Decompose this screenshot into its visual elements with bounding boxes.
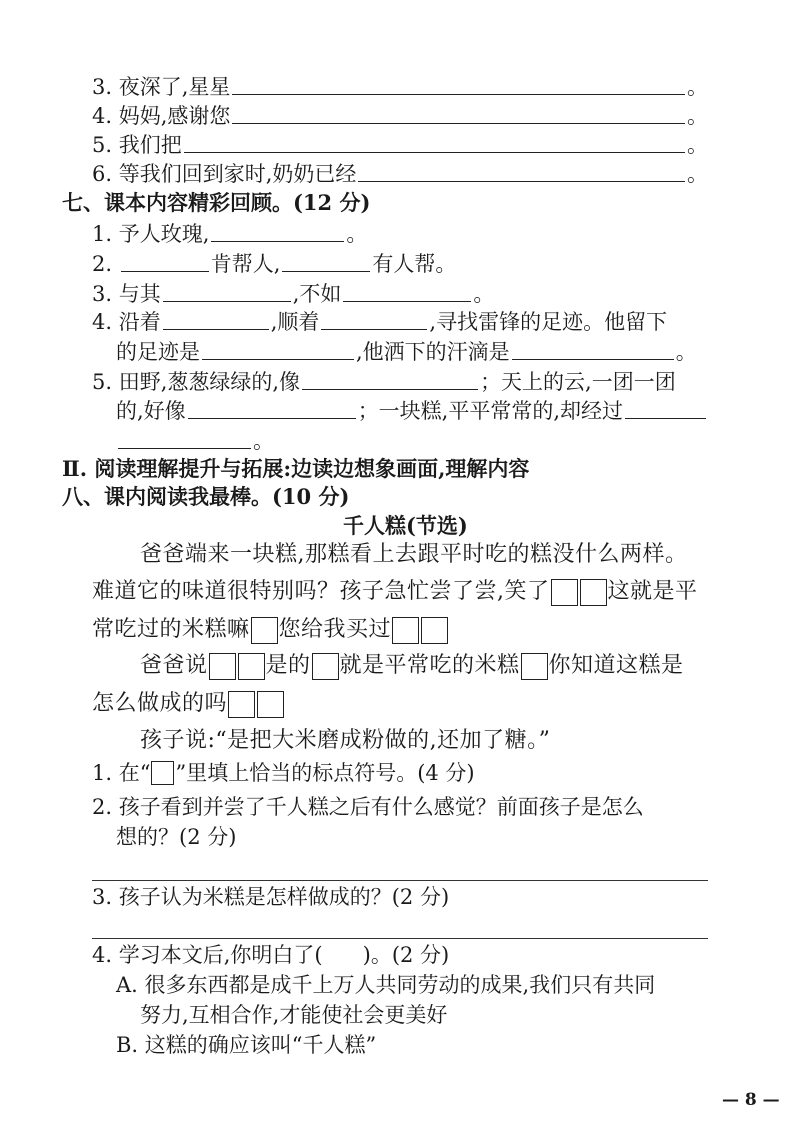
item-text: 3. 夜深了,星星 xyxy=(92,75,231,99)
answer-blank[interactable] xyxy=(184,134,685,153)
item-end: 。 xyxy=(687,133,708,157)
question-2-line1 xyxy=(92,795,644,819)
item-end: 。 xyxy=(687,162,708,186)
punctuation-box[interactable] xyxy=(257,691,284,718)
passage-text: 难道它的味道很特别吗？孩子急忙尝了尝,笑了 xyxy=(92,579,550,604)
q-lead: 3. 与其 xyxy=(92,282,161,306)
passage-text: 您给我买过 xyxy=(278,617,392,642)
q-end: ”里填上恰当的标点符号。(4 分) xyxy=(175,761,475,785)
option-text: B. 这糕的确应该叫“千人糕” xyxy=(116,1033,377,1057)
answer-blank[interactable] xyxy=(211,223,344,242)
item-text: 5. 我们把 xyxy=(92,133,182,157)
heading-text: 八、课内阅读我最棒。(10 分) xyxy=(62,484,350,509)
punctuation-box[interactable] xyxy=(312,653,339,680)
answer-blank[interactable] xyxy=(512,341,674,360)
answer-blank[interactable] xyxy=(202,341,354,360)
answer-blank[interactable] xyxy=(118,430,251,449)
passage-text: 常吃过的米糕嘛 xyxy=(92,617,250,642)
section-7-q3 xyxy=(92,282,494,306)
question-3 xyxy=(92,885,449,909)
answer-blank[interactable] xyxy=(625,400,706,419)
answer-blank[interactable] xyxy=(232,76,685,95)
passage-paragraph-1 xyxy=(140,540,688,570)
q-end: 。 xyxy=(675,340,697,364)
part-2-heading xyxy=(62,457,529,481)
heading-text: 七、课本内容精彩回顾。(12 分) xyxy=(62,190,371,215)
passage-text: 是的 xyxy=(265,653,311,678)
section-7-q5-line2 xyxy=(116,399,708,423)
option-text: 努力,互相合作,才能使社会更美好 xyxy=(140,1003,448,1027)
punctuation-box[interactable] xyxy=(421,617,448,644)
q-tail: ,寻找雷锋的足迹。他留下 xyxy=(429,310,668,334)
passage-text: 怎么做成的吗 xyxy=(92,691,228,716)
passage-text: 孩子说:“是把大米磨成粉做的,还加了糖。” xyxy=(140,728,551,753)
section-7-q5-line1 xyxy=(92,370,676,394)
answer-line-q3[interactable] xyxy=(92,938,708,939)
section-7-q4-line2 xyxy=(116,340,697,364)
answer-line-q2[interactable] xyxy=(92,880,708,881)
item-end: 。 xyxy=(687,75,708,99)
answer-blank[interactable] xyxy=(163,311,269,330)
question-4-option-b xyxy=(116,1033,376,1057)
passage-text: 爸爸说 xyxy=(140,653,208,678)
passage-text: 这就是平 xyxy=(607,579,698,604)
passage-paragraph-2-line2 xyxy=(92,615,449,645)
q-end: 。 xyxy=(253,429,274,453)
q-mid: 肯帮人, xyxy=(210,252,281,276)
section-8-heading xyxy=(62,485,349,509)
punctuation-box-example xyxy=(151,761,174,785)
punctuation-box[interactable] xyxy=(521,653,548,680)
question-2-line2 xyxy=(116,825,236,849)
passage-paragraph-4 xyxy=(140,726,550,756)
answer-blank[interactable] xyxy=(121,253,209,272)
q-text: 4. 学习本文后,你明白了( )。(2 分) xyxy=(92,943,450,967)
punctuation-box[interactable] xyxy=(209,653,236,680)
q-lead: 的,好像 xyxy=(116,399,186,423)
answer-blank[interactable] xyxy=(282,253,370,272)
answer-blank[interactable] xyxy=(232,105,685,124)
punctuation-box[interactable] xyxy=(251,617,278,644)
q-text: 2. 孩子看到并尝了千人糕之后有什么感觉？前面孩子是怎么 xyxy=(92,795,644,819)
punctuation-box[interactable] xyxy=(238,653,265,680)
answer-blank[interactable] xyxy=(163,283,291,302)
q-end: 。 xyxy=(473,282,495,306)
q-mid: ,顺着 xyxy=(270,310,320,334)
fill-in-item-5 xyxy=(92,133,708,157)
fill-in-item-6 xyxy=(92,162,708,186)
passage-paragraph-3-line2 xyxy=(92,689,285,719)
q-text: 想的？(2 分) xyxy=(116,825,237,849)
section-7-q5-line3 xyxy=(116,429,274,453)
q-end: 有人帮。 xyxy=(372,252,457,276)
passage-title xyxy=(343,514,468,538)
section-7-q2 xyxy=(92,252,456,276)
page-number: — 8 — xyxy=(722,1090,780,1110)
question-4-option-a-line2 xyxy=(140,1003,447,1027)
item-end: 。 xyxy=(687,104,708,128)
q-mid: ,不如 xyxy=(292,282,342,306)
answer-blank[interactable] xyxy=(358,163,685,182)
q-text: 3. 孩子认为米糕是怎样做成的？(2 分) xyxy=(92,885,450,909)
q-end: 。 xyxy=(346,222,368,246)
q-lead: 1. 予人玫瑰, xyxy=(92,222,210,246)
q-mid: ；一块糕,平平常常的,却经过 xyxy=(357,399,624,423)
q-lead: 1. 在“ xyxy=(92,761,151,785)
answer-blank[interactable] xyxy=(188,400,356,419)
passage-paragraph-3-line1 xyxy=(140,651,684,681)
section-7-q1 xyxy=(92,222,367,246)
heading-text: Ⅱ. 阅读理解提升与拓展:边读边想象画面,理解内容 xyxy=(62,456,530,481)
q-lead: 2. xyxy=(92,252,119,276)
fill-in-item-3 xyxy=(92,75,708,99)
punctuation-box[interactable] xyxy=(228,691,255,718)
question-4-option-a-line1 xyxy=(116,973,655,997)
fill-in-item-4 xyxy=(92,104,708,128)
punctuation-box[interactable] xyxy=(580,579,607,606)
section-7-q4-line1 xyxy=(92,310,667,334)
passage-text: 爸爸端来一块糕,那糕看上去跟平时吃的糕没什么两样。 xyxy=(140,542,688,567)
q-mid: ,他洒下的汗滴是 xyxy=(356,340,510,364)
item-text: 4. 妈妈,感谢您 xyxy=(92,104,231,128)
title-text: 千人糕(节选) xyxy=(343,513,468,538)
option-text: A. 很多东西都是成千上万人共同劳动的成果,我们只有共同 xyxy=(116,973,656,997)
punctuation-box[interactable] xyxy=(551,579,578,606)
passage-paragraph-2-line1 xyxy=(92,577,698,607)
q-lead: 4. 沿着 xyxy=(92,310,161,334)
q-tail: ；天上的云,一团一团 xyxy=(480,370,676,394)
passage-text: 你知道这糕是 xyxy=(548,653,684,678)
answer-blank[interactable] xyxy=(302,371,478,390)
passage-text: 就是平常吃的米糕 xyxy=(339,653,520,678)
question-4 xyxy=(92,943,449,967)
q-lead: 的足迹是 xyxy=(116,340,200,364)
section-7-heading xyxy=(62,191,370,215)
question-1 xyxy=(92,759,475,787)
punctuation-box[interactable] xyxy=(392,617,419,644)
item-text: 6. 等我们回到家时,奶奶已经 xyxy=(92,162,357,186)
answer-blank[interactable] xyxy=(321,311,427,330)
q-lead: 5. 田野,葱葱绿绿的,像 xyxy=(92,370,301,394)
answer-blank[interactable] xyxy=(343,283,471,302)
